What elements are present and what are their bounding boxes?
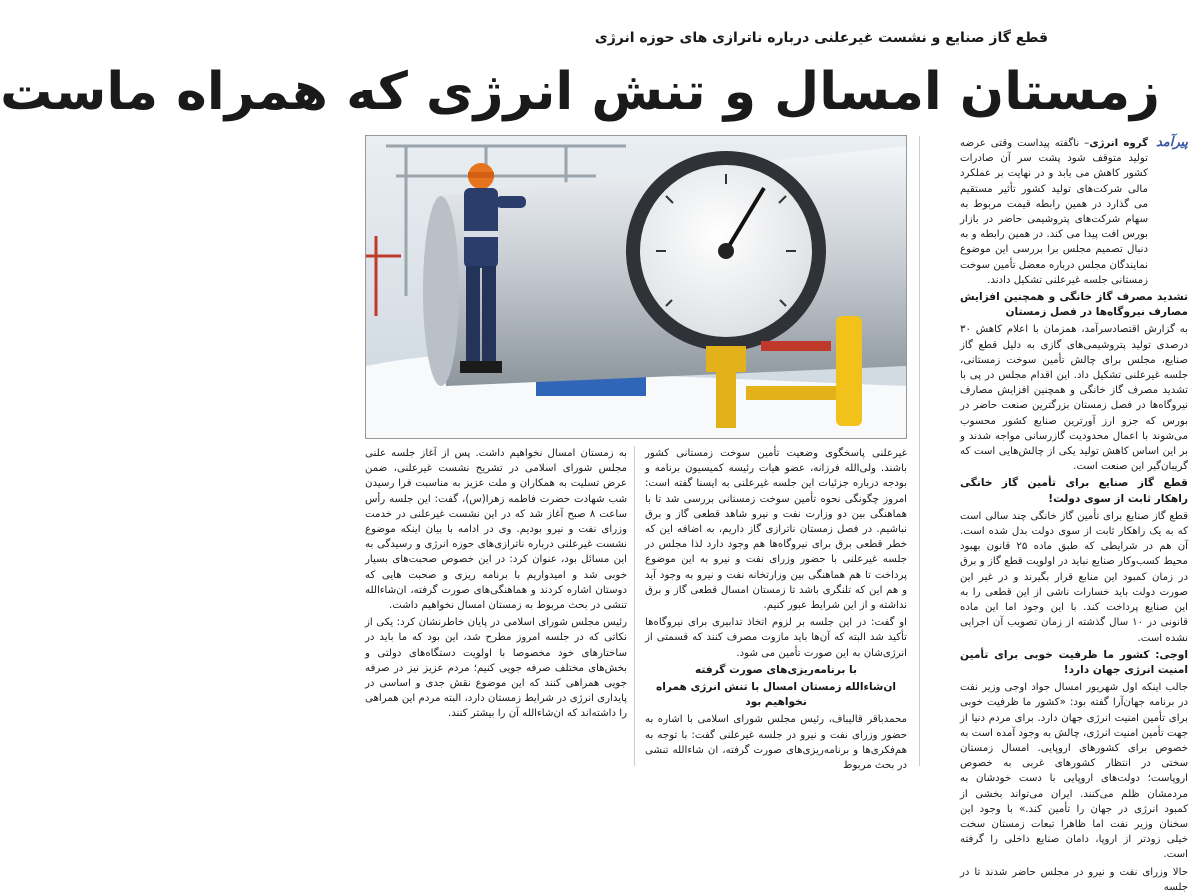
paragraph: رئیس مجلس شورای اسلامی در پایان خاطرنشان کرد: یکی از نکاتی که در جلسه امروز مطرح شد، این بود که ما باید در ساختارهای خود مخصوصا با اولویت دستگاه‌های دولتی و بخش‌های مختلف صرفه جویی کنیم؛ مردم عزیز نیز در صرفه جویی همراهی کنند که این موضوع نقش جدی و اساسی در پایداری انرژی در شرایط زمستان دارد، البته مردم این همراهی را داشته‌اند که ان‌شاءالله آن را بیشتر کنند. [365, 617, 627, 720]
paragraph: حالا وزرای نفت و نیرو در مجلس حاضر شدند تا در جلسه [960, 866, 1188, 893]
subheading: قطع گاز صنایع برای تأمین گاز خانگی راهکار ثابت از سوی دولت! [960, 477, 1188, 505]
article-photo [365, 135, 907, 439]
subheading: با برنامه‌ریزی‌های صورت گرفته [695, 663, 857, 676]
paragraph: جالب اینکه اول شهریور امسال جواد اوجی وزیر نفت در برنامه جهان‌آرا گفته بود: «کشور ما ظرفیت خوبی برای تأمین امنیت انرژی جهان دارد. برای مردم دنیا از جهت تأمین امنیت انرژی، چالش به وجود آمده است به خصوص برای کشورهای اروپایی. امسال زمستان سختی در انتظار کشورهای غربی به خصوص اروپاست؛ دولت‌های اروپایی با دست خودشان به مردمشان ظلم می‌کنند. ایران می‌تواند بخشی از کمبود انرژی در جهان را تأمین کند.» با وجود این سخنان وزیر نفت اما ظاهرا تبعات زمستان سخت خیلی زودتر از اروپا، دامان صنایع داخلی را گرفته است. [960, 682, 1188, 861]
publication-logo: پیرآمد [1155, 135, 1189, 150]
column-left [365, 446, 627, 771]
subheading: تشدید مصرف گاز خانگی و همچنین افزایش مصارف نیروگاه‌ها در فصل زمستان [960, 291, 1188, 319]
article-headline: زمستان امسال و تنش انرژی که همراه ماست [0, 62, 1160, 122]
subheading: اوجی: کشور ما ظرفیت خوبی برای تأمین امنیت انرژی جهان دارد! [960, 648, 1188, 676]
paragraph: او گفت: در این جلسه بر لزوم اتخاذ تدابیری برای نیروگاه‌ها تأکید شد البته که آن‌ها باید مازوت مصرف کنند که قسمتی از انرژی‌شان به این صورت تأمین می شود. [645, 617, 907, 659]
subheading: ان‌شاءالله زمستان امسال با تنش انرژی همراه نخواهیم بود [655, 681, 897, 709]
paragraph: محمدباقر قالیباف، رئیس مجلس شورای اسلامی با اشاره به حضور وزرای نفت و نیرو در جلسه غیرعلنی گفت: با توجه به هم‌فکری‌ها و برنامه‌ریزی‌های صورت گرفته، ان شاءالله تنشی در بحث مربوط [645, 714, 907, 772]
column-divider [919, 136, 920, 766]
column-right [959, 136, 1188, 893]
pipeline-gauge-image [366, 136, 906, 438]
paragraph-text: – ناگفته پیداست وقتی عرضه تولید متوقف شود پشت سر آن صادرات کشور کاهش می یابد و در نهایت بر عملکرد مالی شرکت‌های تولید کشور تأثیر مستقیم می گذارد در همین رابطه قیمت مربوط به سهام شرکت‌های پتروشیمی حاضر در بازار بورس افت پیدا می کند. در همین رابطه و به دنبال تصمیم مجلس برا بررسی این موضوع نمایندگان مجلس درباره معضل تأمین سوخت زمستانی جلسه غیرعلنی تشکیل دادند. [959, 138, 1148, 286]
lead-label: گروه انرژی [1089, 138, 1148, 149]
article-kicker: قطع گاز صنایع و نشست غیرعلنی درباره ناترازی های حوزه انرژی [594, 30, 1049, 46]
column-middle [645, 446, 907, 771]
column-divider [634, 446, 635, 766]
paragraph [960, 136, 1188, 288]
paragraph: به گزارش اقتصادسرآمد، همزمان با اعلام کاهش ۳۰ درصدی تولید پتروشیمی‌های گازی به دلیل قطع گاز صنایع، مجلس برای چالش تأمین سوخت زمستانی، جلسه غیرعلنی تشکیل داد. این اقدام مجلس در پی با تشدید مصرف گاز خانگی و همچنین افزایش مصارف نیروگاه‌ها در فصل زمستان بزرگترین صنعت حاضر در بورس که جزو ارز آورترین صنایع کشور محسوب می‌شوند با اعمال محدودیت گازرسانی مواجه شدند و بر این اساس کاهش تولید یکی از چالش‌هایی است که گریبان‌گیر این صنعت است. [960, 324, 1188, 473]
paragraph: غیرعلنی پاسخگوی وضعیت تأمین سوخت زمستانی کشور باشند. ولی‌الله فرزانه، عضو هیات رئیسه کمیسیون برنامه و بودجه درباره جزئیات این جلسه غیرعلنی به ایسنا گفته است: امروز چگونگی نحوه تأمین سوخت زمستانی بررسی شد تا با هماهنگی بین دو وزارت نفت و نیرو شاهد قطعی گاز و برق نباشیم. در فصل زمستان ناترازی گاز داریم، به اضافه این که خطر قطعی برق برای نیروگاه‌ها هم وجود دارد لذا مجلس در جلسه غیرعلنی با حضور وزرای نفت و نیرو به این موضوع پرداخت تا هم هماهنگی بین وزارتخانه نفت و نیرو به وجود آید و هم این که تلنگری باشد تا زمستان امسال قطعی گاز و برق نداشته و از این شرایط عبور کنیم. [645, 448, 907, 612]
paragraph: به زمستان امسال نخواهیم داشت. پس از آغاز جلسه علنی مجلس شورای اسلامی در تشریح نشست غیرعلنی، ضمن عرض تسلیت به همکاران و ملت عزیز به مناسبت فرا رسیدن شب شهادت حضرت فاطمه زهرا(س)، گفت: این جلسه رأس ساعت ۸ صبح آغاز شد که در این نشست غیرعلنی در خدمت وزرای نفت و نیرو بودیم. وی در ادامه با بیان اینکه موضوع نشست غیرعلنی درباره ناترازی‌های حوزه انرژی و رسیدگی به این مسائل بود، عنوان کرد: در این خصوص صحبت‌های بسیار خوبی شد و امیدواریم با برنامه ریزی و صحبت هایی که دوستان اشاره کردند و هماهنگی‌های صورت گرفته، ان‌شاءالله تنشی در بحث مربوط به زمستان امسال نخواهیم داشت. [365, 448, 627, 612]
paragraph: قطع گاز صنایع برای تأمین گاز خانگی چند سالی است که به یک راهکار ثابت از سوی دولت بدل شده است. آن هم در شرایطی که طبق ماده ۲۵ قانون بهبود محیط کسب‌وکار صنایع نباید در اولویت قطع گاز و برق در زمان کمبود این منابع قرار بگیرند و در غیر این صورت دولت باید خسارات ناشی از این قطعی را به این صنایع پرداخت کند. با این وجود اما این ماده قانونی در ۱۰ سال گذشته از زمان تصویب آن اجرایی نشده است. [960, 510, 1188, 644]
